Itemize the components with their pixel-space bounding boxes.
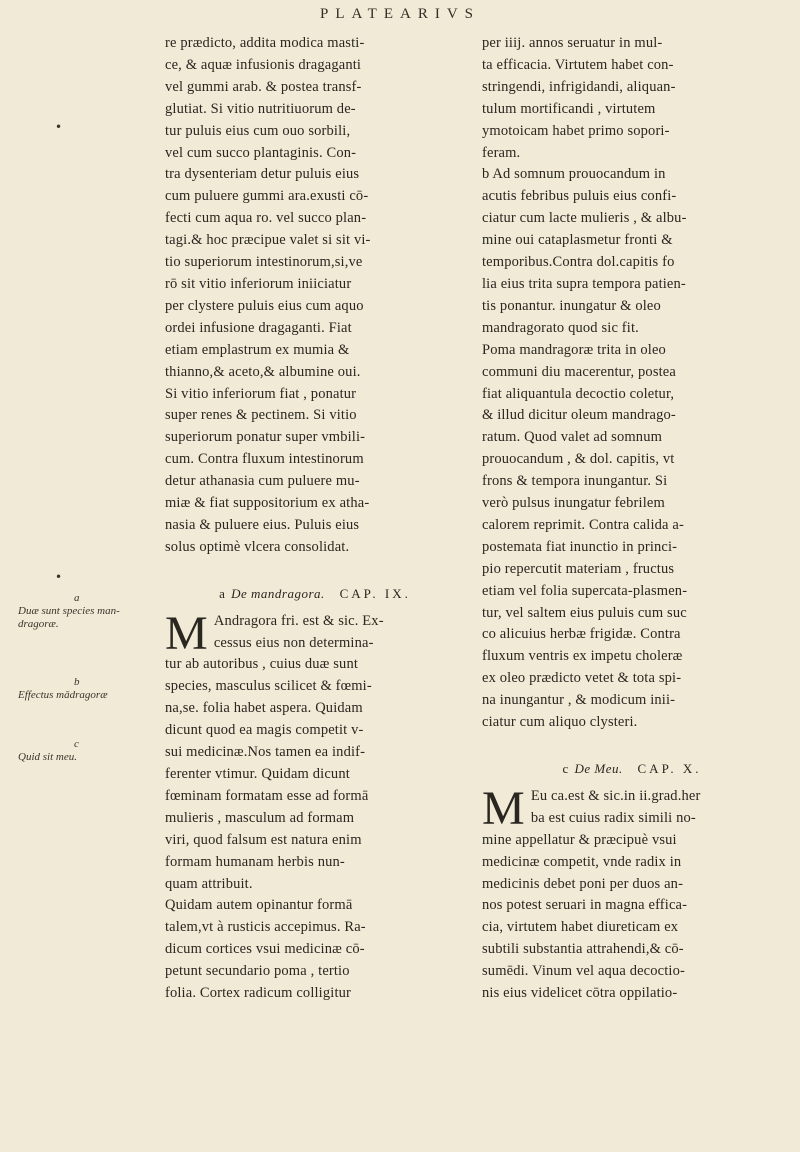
- text-line: re prædicto, addita modica masti-: [165, 35, 365, 51]
- text-line: Poma mandragoræ trita in oleo: [482, 341, 666, 358]
- text-line: stringendi, infrigidandi, aliquan-: [482, 78, 676, 95]
- note-key: a: [74, 592, 80, 604]
- text-line: pio repercutit materiam , fructus: [482, 560, 675, 577]
- text-line: solus optimè vlcera consolidat.: [165, 538, 350, 555]
- text-line: tagi.& hoc præcipue valet si sit vi-: [165, 232, 371, 249]
- chapter-title: De Meu.: [574, 761, 623, 776]
- note-key: b: [74, 676, 80, 688]
- text-line: verò pulsus inungatur febrilem: [482, 495, 665, 512]
- text-line: superiorum ponatur super vmbili-: [165, 429, 366, 446]
- text-line: na inungantur , & modicum inii-: [482, 692, 676, 709]
- text-line: talem,vt à rusticis accepimus. Ra-: [165, 919, 366, 936]
- text-line: co alicuius herbæ frigidæ. Contra: [482, 626, 681, 643]
- text-line: Quidam autem opinantur formā: [165, 897, 353, 914]
- text-line: petunt secundario poma , tertio: [165, 963, 350, 980]
- text-line: cessus eius non determina-: [213, 634, 374, 651]
- text-line: fluxum ventris ex impetu choleræ: [482, 648, 683, 665]
- text-line: per clystere puluis eius cum aquo: [165, 297, 364, 314]
- drop-capital: M: [482, 781, 525, 835]
- text-line: species, masculus scilicet & fœmi-: [165, 678, 372, 695]
- text-line: frons & tempora inungantur. Si: [482, 473, 668, 490]
- marginal-note-c: [18, 738, 128, 764]
- text-line: cum. Contra fluxum intestinorum: [165, 451, 364, 468]
- text-line: ta efficacia. Virtutem habet con-: [482, 56, 674, 73]
- heading-marker: c: [562, 761, 570, 776]
- text-line: fiat aliquantula decoctio coletur,: [482, 385, 675, 402]
- chapter-title: De mandragora.: [231, 585, 325, 601]
- text-line: vel cum succo plantaginis. Con-: [165, 144, 357, 161]
- text-line: viri, quod falsum est natura enim: [165, 831, 362, 848]
- text-line: miæ & fiat suppositorium ex atha-: [165, 495, 370, 512]
- right-column: [482, 33, 782, 1005]
- text-line: communi diu macerentur, postea: [482, 363, 676, 380]
- note-text: Duæ sunt species man-dragoræ.: [18, 605, 120, 630]
- text-line: feram.: [482, 144, 521, 161]
- text-line: postemata fiat inunctio in princi-: [482, 538, 678, 555]
- text-line: glutiat. Si vitio nutritiuorum de-: [165, 100, 356, 117]
- left-column-text: [165, 33, 465, 559]
- text-line: ce, & aquæ infusionis dragaganti: [165, 56, 362, 73]
- text-line: nos potest seruari in magna effica-: [482, 897, 688, 914]
- text-line: lia eius trita supra tempora patien-: [482, 275, 686, 292]
- text-line: & illud dicitur oleum mandrago-: [482, 407, 676, 424]
- text-line: folia. Cortex radicum colligitur: [165, 985, 352, 1002]
- text-line: ratum. Quod valet ad somnum: [482, 429, 663, 446]
- right-column-text: [482, 33, 782, 734]
- text-line: ex oleo prædicto vetet & tota spi-: [482, 670, 682, 687]
- text-line: etiam emplastrum ex mumia &: [165, 341, 350, 358]
- text-line: quam attribuit.: [165, 875, 253, 892]
- text-line: ymotoicam habet primo sopori-: [482, 122, 670, 139]
- text-line: mine oui cataplasmetur fronti &: [482, 232, 673, 249]
- text-line: ciatur cum aliquo clysteri.: [482, 714, 638, 731]
- text-line: sumēdi. Vinum vel aqua decoctio-: [482, 963, 685, 980]
- text-line: per iiij. annos seruatur in mul-: [482, 35, 663, 51]
- text-line: tis ponantur. inungatur & oleo: [482, 297, 661, 314]
- note-text: Effectus mādragoræ: [18, 689, 108, 701]
- text-line: thianno,& aceto,& albumine oui.: [165, 363, 361, 380]
- text-line: na,se. folia habet aspera. Quidam: [165, 700, 363, 717]
- running-head: PLATEARIVS: [319, 6, 480, 22]
- text-line: dicum cortices vsui medicinæ cō-: [165, 941, 365, 958]
- marginal-note-a: [18, 592, 128, 631]
- text-line: subtili substantia attrahendi,& cō-: [482, 941, 684, 958]
- chapter-heading-mandragora: [165, 583, 465, 605]
- text-line: mandragorato quod sic fit.: [482, 319, 639, 336]
- chapter-body-mandragora: [165, 606, 465, 1005]
- text-line: medicinis debet poni per duos an-: [482, 875, 684, 892]
- text-line: mine appellatur & præcipuè vsui: [482, 831, 677, 848]
- chapter-number: CAP. IX.: [339, 585, 411, 601]
- text-line: ba est cuius radix simili no-: [530, 809, 696, 826]
- text-line: nasia & puluere eius. Puluis eius: [165, 516, 360, 533]
- text-line: cum puluere gummi ara.exusti cō-: [165, 188, 369, 205]
- text-line: medicinæ competit, vnde radix in: [482, 853, 682, 870]
- text-line: mulieris , masculum ad formam: [165, 809, 355, 826]
- text-line: etiam vel folia supercata-plasmen-: [482, 582, 688, 599]
- text-line: temporibus.Contra dol.capitis fo: [482, 254, 675, 271]
- text-line: prouocandum , & dol. capitis, vt: [482, 451, 675, 468]
- marginal-note-b: [18, 676, 128, 702]
- chapter-heading-meu: [482, 758, 782, 780]
- heading-marker: a: [219, 585, 227, 601]
- left-column: [165, 33, 465, 1005]
- text-line: ferenter vtimur. Quidam dicunt: [165, 766, 350, 782]
- chapter-number: CAP. X.: [637, 761, 702, 776]
- chapter-text: [165, 606, 465, 1005]
- text-line: b Ad somnum prouocandum in: [482, 166, 666, 183]
- text-line: ciatur cum lacte mulieris , & albu-: [482, 210, 687, 227]
- text-line: tur puluis eius cum ouo sorbili,: [165, 122, 351, 139]
- drop-capital: M: [165, 606, 208, 660]
- text-line: calorem reprimit. Contra calida a-: [482, 516, 684, 533]
- text-line: acutis febribus puluis eius confi-: [482, 188, 677, 205]
- chapter-body-meu: [482, 781, 782, 1005]
- text-line: vel gummi arab. & postea transf-: [165, 78, 362, 95]
- text-line: rō sit vitio inferiorum iniiciatur: [165, 275, 352, 292]
- text-line: detur athanasia cum puluere mu-: [165, 473, 360, 490]
- text-line: tur ab autoribus , cuius duæ sunt: [165, 656, 359, 673]
- text-line: super renes & pectinem. Si vitio: [165, 407, 357, 424]
- text-line: tra dysenteriam detur puluis eius: [165, 166, 360, 183]
- text-line: nis eius videlicet cōtra oppilatio-: [482, 985, 678, 1002]
- text-line: tur, vel saltem eius puluis cum suc: [482, 604, 687, 621]
- text-line: tulum mortificandi , virtutem: [482, 100, 656, 117]
- ink-dot: •: [55, 570, 63, 584]
- text-line: dicunt quod ea magis competit v-: [165, 722, 364, 739]
- text-line: fœminam formatam esse ad formā: [165, 787, 369, 804]
- note-text: Quid sit meu.: [18, 751, 77, 763]
- text-line: Andragora fri. est & sic. Ex-: [213, 612, 384, 629]
- text-line: Si vitio inferiorum fiat , ponatur: [165, 385, 357, 402]
- text-line: Eu ca.est & sic.in ii.grad.her: [530, 787, 701, 804]
- note-key: c: [74, 738, 79, 750]
- text-line: cia, virtutem habet diureticam ex: [482, 919, 679, 936]
- text-line: sui medicinæ.Nos tamen ea indif-: [165, 744, 366, 761]
- text-line: formam humanam herbis nun-: [165, 853, 345, 870]
- text-line: fecti cum aqua ro. vel succo plan-: [165, 210, 367, 227]
- text-line: ordei infusione dragaganti. Fiat: [165, 319, 352, 336]
- ink-dot: •: [55, 120, 63, 134]
- chapter-text: [482, 781, 782, 1005]
- text-line: tio superiorum intestinorum,si,ve: [165, 254, 363, 271]
